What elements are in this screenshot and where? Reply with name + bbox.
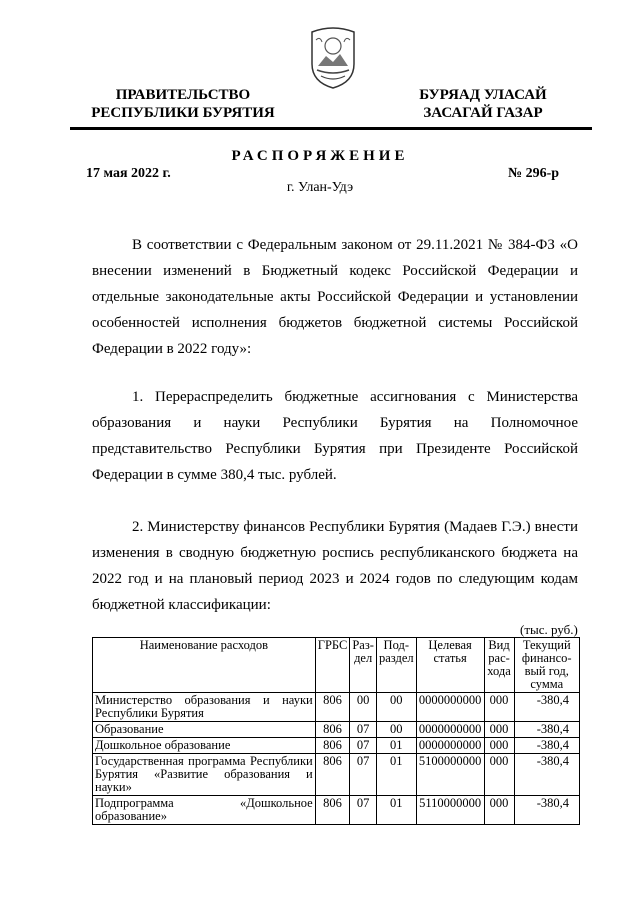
- cell-razdel: 00: [350, 693, 377, 722]
- cell-name: Подпрограмма «Дошкольное образование»: [93, 796, 316, 825]
- cell-name: Министерство образования и науки Республики Бурятия: [93, 693, 316, 722]
- header-grbs: ГРБС: [315, 638, 350, 693]
- budget-table: [92, 637, 580, 825]
- organization-name-ru-line1: ПРАВИТЕЛЬСТВО: [115, 87, 251, 103]
- intro-paragraph: В соответствии с Федеральным законом от 29.11.2021 № 384-ФЗ «О внесении изменений в Бюджетный кодекс Российской Федерации и отдельные законодательные акты Российской Федерации и установлении особенностей исполнения бюджетов бюджетной системы Российской Федерации в 2022 году»:: [92, 237, 578, 357]
- table-row: [93, 722, 580, 738]
- cell-vid: 000: [484, 693, 514, 722]
- header-podrazdel: Под-раздел: [376, 638, 416, 693]
- organization-name-bur-line1: БУРЯАД УЛАСАЙ: [419, 87, 547, 103]
- cell-name: Образование: [93, 722, 316, 738]
- organization-name-ru: [88, 86, 278, 122]
- cell-target: 0000000000: [416, 693, 484, 722]
- table-header-row: [93, 638, 580, 693]
- organization-name-bur: [408, 86, 558, 122]
- cell-sum: -380,4: [514, 722, 580, 738]
- buryatia-coat-of-arms-icon: [308, 26, 358, 90]
- document-date: 17 мая 2022 г.: [86, 166, 171, 181]
- cell-vid: 000: [484, 796, 514, 825]
- cell-podrazdel: 01: [376, 738, 416, 754]
- cell-target: 5100000000: [416, 754, 484, 796]
- item-1-paragraph: 1. Перераспределить бюджетные ассигнования с Министерства образования и науки Республики Бурятия на Полномочное представительство Республики Бурятия при Президенте Российской Федерации в сумме 380,4 тыс. рублей.: [92, 389, 578, 483]
- cell-vid: 000: [484, 722, 514, 738]
- cell-podrazdel: 00: [376, 693, 416, 722]
- cell-grbs: 806: [315, 693, 350, 722]
- cell-sum: -380,4: [514, 693, 580, 722]
- cell-vid: 000: [484, 754, 514, 796]
- cell-grbs: 806: [315, 796, 350, 825]
- header-target: Целевая статья: [416, 638, 484, 693]
- cell-sum: -380,4: [514, 754, 580, 796]
- organization-name-ru-line2: РЕСПУБЛИКИ БУРЯТИЯ: [91, 105, 275, 121]
- cell-sum: -380,4: [514, 796, 580, 825]
- cell-razdel: 07: [350, 738, 377, 754]
- header-name: Наименование расходов: [93, 638, 316, 693]
- table-row: [93, 754, 580, 796]
- table-row: [93, 796, 580, 825]
- item-2-paragraph: 2. Министерству финансов Республики Бурятия (Мадаев Г.Э.) внести изменения в сводную бюджетную роспись республиканского бюджета на 2022 год и на плановый период 2023 и 2024 годов по следующим кодам бюджетной классификации:: [92, 519, 578, 613]
- organization-name-bur-line2: ЗАСАГАЙ ГАЗАР: [423, 105, 543, 121]
- cell-name: Дошкольное образование: [93, 738, 316, 754]
- cell-target: 0000000000: [416, 738, 484, 754]
- cell-razdel: 07: [350, 722, 377, 738]
- document-title: РАСПОРЯЖЕНИЕ: [231, 148, 409, 164]
- table-row: [93, 693, 580, 722]
- header-divider: [70, 127, 592, 130]
- cell-podrazdel: 01: [376, 796, 416, 825]
- cell-podrazdel: 01: [376, 754, 416, 796]
- cell-sum: -380,4: [514, 738, 580, 754]
- cell-target: 5110000000: [416, 796, 484, 825]
- table-units: (тыс. руб.): [520, 622, 578, 637]
- header-vid: Вид рас-хода: [484, 638, 514, 693]
- cell-grbs: 806: [315, 722, 350, 738]
- table-row: [93, 738, 580, 754]
- cell-grbs: 806: [315, 738, 350, 754]
- cell-grbs: 806: [315, 754, 350, 796]
- header-sum: Текущий финансо-вый год, сумма: [514, 638, 580, 693]
- cell-target: 0000000000: [416, 722, 484, 738]
- cell-razdel: 07: [350, 754, 377, 796]
- document-number: № 296-р: [508, 166, 560, 181]
- cell-vid: 000: [484, 738, 514, 754]
- cell-name: Государственная программа Республики Бурятия «Развитие образования и науки»: [93, 754, 316, 796]
- cell-podrazdel: 00: [376, 722, 416, 738]
- header-razdel: Раз-дел: [350, 638, 377, 693]
- cell-razdel: 07: [350, 796, 377, 825]
- document-city: г. Улан-Удэ: [286, 180, 354, 195]
